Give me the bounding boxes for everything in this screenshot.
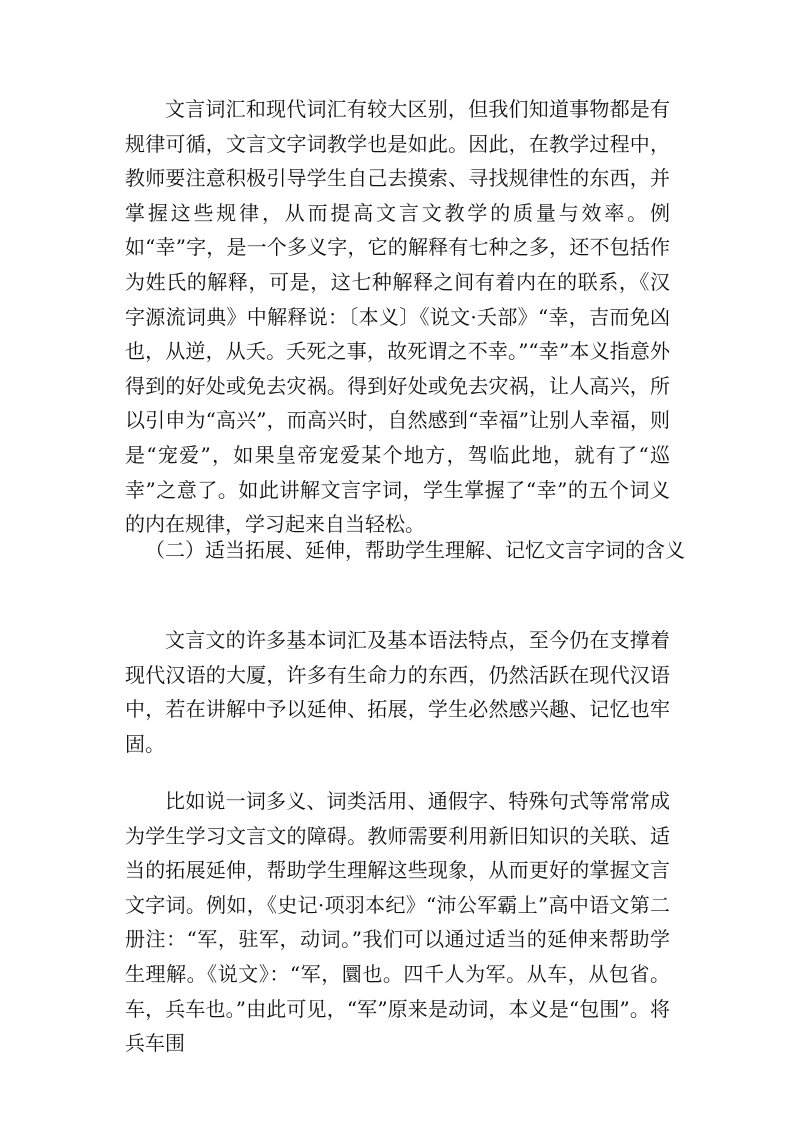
paragraph-extension: 文言文的许多基本词汇及基本语法特点，至今仍在支撑着现代汉语的大厦，许多有生命力的东西，仍然活跃在现代汉语中，若在讲解中予以延伸、拓展，学生必然感兴趣、记忆也牢固。 [125, 628, 670, 756]
section-heading: （二）适当拓展、延伸，帮助学生理解、记忆文言字词的含义 [145, 538, 685, 562]
paragraph-word-patterns: 文言词汇和现代词汇有较大区别，但我们知道事物都是有规律可循，文言文字词教学也是如此。因此，在教学过程中，教师要注意积极引导学生自己去摸索、寻找规律性的东西，并掌握这些规律，从而提高文言文教学的质量与效率。例如“幸”字，是一个多义字，它的解释有七种之多，还不包括作为姓氏的解释，可是，这七种解释之间有着内在的联系，《汉字源流词典》中解释说：〔本义〕《说文·夭部》“幸，吉而免凶也，从逆，从夭。夭死之事，故死谓之不幸。”“幸”本义指意外得到的好处或免去灾祸。得到好处或免去灾祸，让人高兴，所以引申为“高兴”，而高兴时，自然感到“幸福”让别人幸福，则是“宠爱”，如果皇帝宠爱某个地方，驾临此地，就有了“巡幸”之意了。如此讲解文言字词，学生掌握了“幸”的五个词义的内在规律，学习起来自当轻松。 [125, 97, 670, 537]
paragraph-examples: 比如说一词多义、词类活用、通假字、特殊句式等常常成为学生学习文言文的障碍。教师需要利用新旧知识的关联、适当的拓展延伸，帮助学生理解这些现象，从而更好的掌握文言文字词。例如，《史记·项羽本纪》“沛公军霸上”高中语文第二册注：“军，驻军，动词。”我们可以通过适当的延伸来帮助学生理解。《说文》：“军，圜也。四千人为军。从车，从包省。车，兵车也。”由此可见，“军”原来是动词，本义是“包围”。将兵车围 [125, 789, 670, 1056]
